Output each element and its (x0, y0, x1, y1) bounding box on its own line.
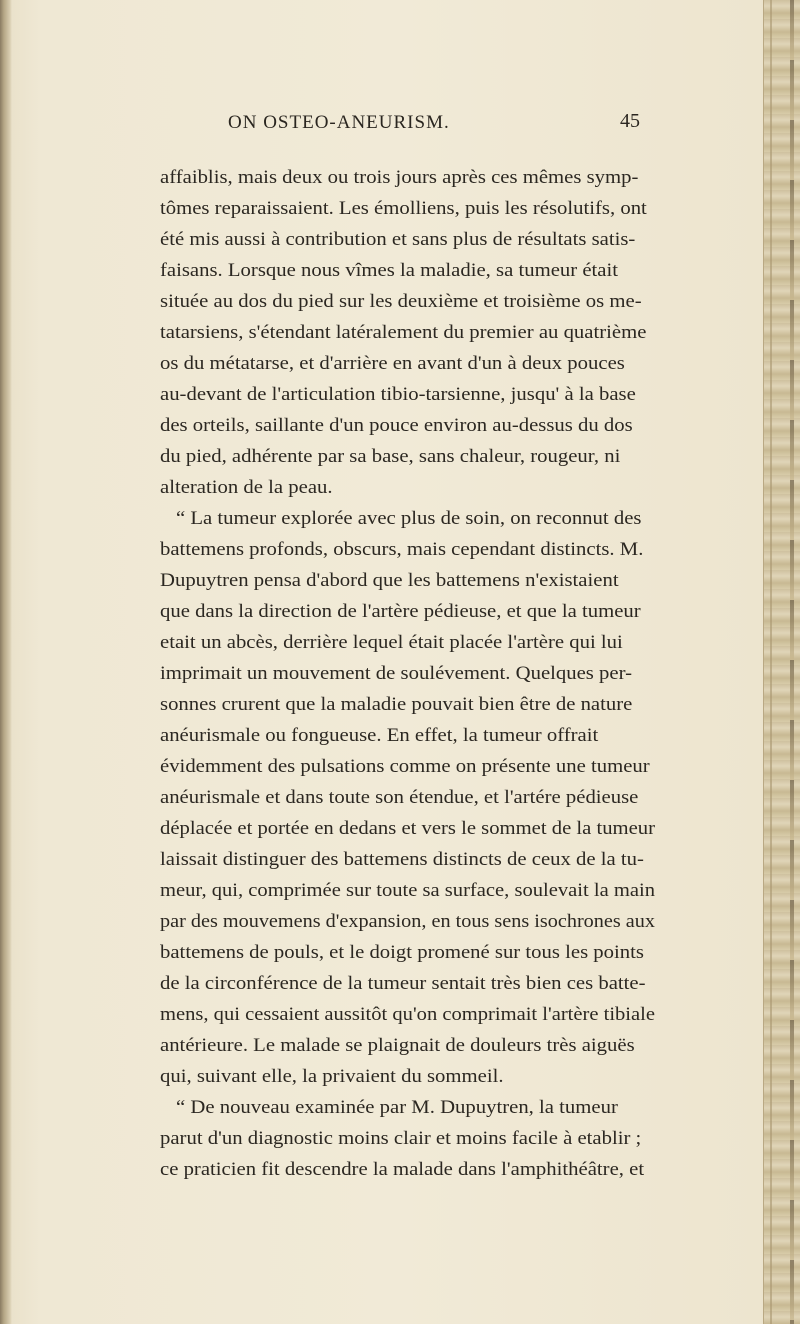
text-line: anéurismale ou fongueuse. En effet, la tumeur offrait (160, 726, 599, 746)
text-line: affaiblis, mais deux ou trois jours après ces mêmes symp- (160, 168, 639, 188)
text-line: etait un abcès, derrière lequel était placée l'artère qui lui (160, 633, 623, 653)
text-line: battemens profonds, obscurs, mais cependant distincts. M. (160, 540, 644, 560)
text-line: laissait distinguer des battemens distincts de ceux de la tu- (160, 850, 644, 870)
text-line: tômes reparaissaient. Les émolliens, puis les résolutifs, ont (160, 199, 647, 219)
text-line: mens, qui cessaient aussitôt qu'on comprimait l'artère tibiale (160, 1005, 655, 1025)
text-line: évidemment des pulsations comme on présente une tumeur (160, 757, 650, 777)
text-line: sonnes crurent que la maladie pouvait bien être de nature (160, 695, 633, 715)
text-line: alteration de la peau. (160, 478, 333, 498)
text-line: antérieure. Le malade se plaignait de douleurs très aiguës (160, 1036, 635, 1056)
page-binding-edge (0, 0, 12, 1324)
text-line: au-devant de l'articulation tibio-tarsienne, jusqu' à la base (160, 385, 636, 405)
text-line: déplacée et portée en dedans et vers le sommet de la tumeur (160, 819, 655, 839)
text-line: ce praticien fit descendre la malade dans l'amphithéâtre, et (160, 1160, 645, 1180)
text-line: Dupuytren pensa d'abord que les battemens n'existaient (160, 571, 619, 591)
text-line: os du métatarse, et d'arrière en avant d'un à deux pouces (160, 354, 625, 374)
text-line: située au dos du pied sur les deuxième et troisième os me- (160, 292, 642, 312)
text-line: du pied, adhérente par sa base, sans chaleur, rougeur, ni (160, 447, 621, 467)
text-line: tatarsiens, s'étendant latéralement du premier au quatrième (160, 323, 647, 343)
text-line: faisans. Lorsque nous vîmes la maladie, sa tumeur était (160, 261, 619, 281)
text-line: des orteils, saillante d'un pouce environ au-dessus du dos (160, 416, 633, 436)
text-line: été mis aussi à contribution et sans plus de résultats satis- (160, 230, 636, 250)
page-right-edge (763, 0, 800, 1324)
text-line: battemens de pouls, et le doigt promené sur tous les points (160, 943, 644, 963)
text-line: anéurismale et dans toute son étendue, et l'artére pédieuse (160, 788, 639, 808)
text-line: parut d'un diagnostic moins clair et moins facile à etablir ; (160, 1129, 642, 1149)
text-line: par des mouvemens d'expansion, en tous sens isochrones aux (160, 912, 655, 932)
text-line: “ De nouveau examinée par M. Dupuytren, la tumeur (176, 1098, 618, 1118)
running-title: ON OSTEO-ANEURISM. (228, 112, 450, 133)
text-line: de la circonférence de la tumeur sentait très bien ces batte- (160, 974, 646, 994)
page-header (228, 112, 640, 144)
text-line: imprimait un mouvement de soulévement. Quelques per- (160, 664, 633, 684)
page-number: 45 (620, 110, 640, 132)
text-line: “ La tumeur explorée avec plus de soin, on reconnut des (176, 509, 642, 529)
text-line: meur, qui, comprimée sur toute sa surface, soulevait la main (160, 881, 655, 901)
text-line: que dans la direction de l'artère pédieuse, et que la tumeur (160, 602, 641, 622)
text-line: qui, suivant elle, la privaient du sommeil. (160, 1067, 504, 1087)
